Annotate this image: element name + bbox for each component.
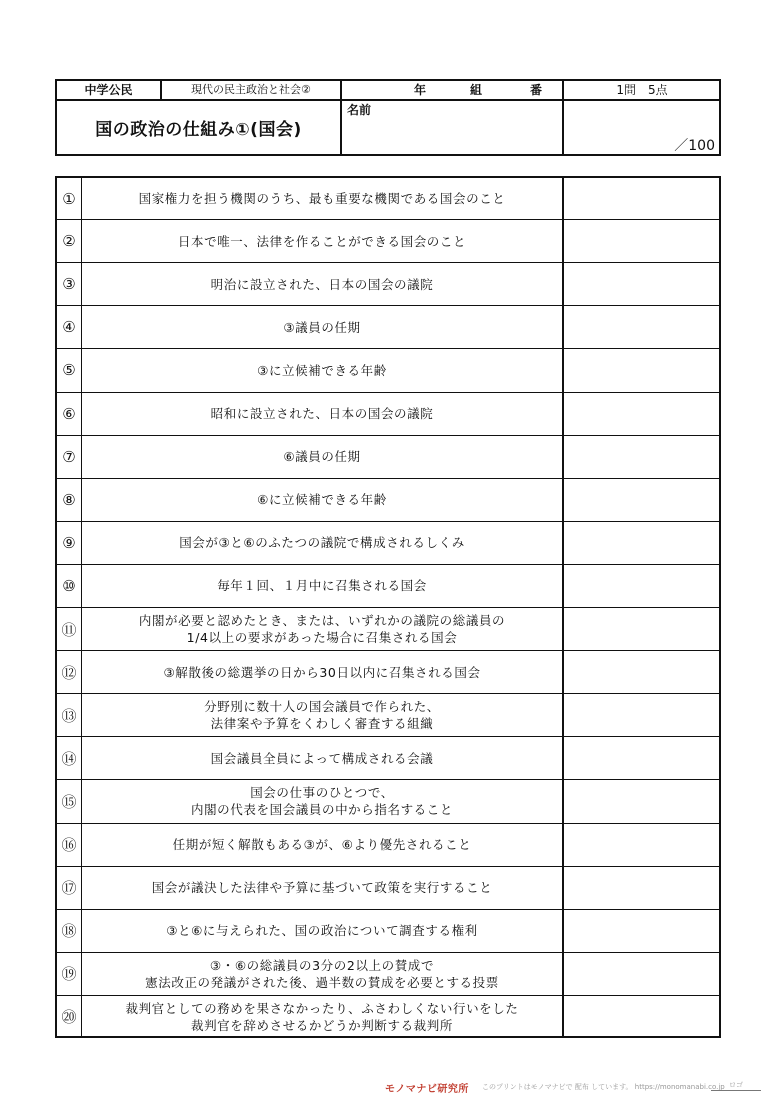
score-rule: 1問 5点: [616, 83, 668, 97]
question-number: ③: [62, 275, 76, 294]
question-text: 昭和に設立された、日本の国会の議院: [210, 406, 434, 422]
question-row: [57, 909, 719, 952]
question-text: 任期が短く解散もある③が、⑥より優先されること: [172, 837, 472, 853]
question-number: ⑰: [61, 879, 77, 898]
answer-box[interactable]: [564, 178, 719, 219]
publisher-logo: モノマナビ研究所: [385, 1084, 469, 1095]
footer-stamp: ロゴ: [711, 1080, 761, 1091]
answer-box[interactable]: [564, 263, 719, 305]
question-number: ⑱: [61, 922, 77, 941]
answer-box[interactable]: [564, 393, 719, 435]
subject-label: 中学公民: [84, 83, 133, 97]
question-text: 毎年１回、１月中に召集される国会: [217, 578, 427, 594]
class-number-field[interactable]: [344, 81, 562, 99]
answer-box[interactable]: [564, 953, 719, 995]
question-row: [57, 693, 719, 736]
question-row: [57, 607, 719, 650]
question-row: [57, 262, 719, 305]
footer-note: このプリントはモノマナビで 配布 しています。 https://monomanabi.co.jp: [482, 1083, 725, 1091]
question-text: 国会の仕事のひとつで、 内閣の代表を国会議員の中から指名すること: [190, 785, 453, 818]
question-text: 国会議員全員によって構成される会議: [210, 750, 434, 766]
question-row: [57, 952, 719, 995]
answer-box[interactable]: [564, 867, 719, 909]
header-divider: [562, 81, 564, 154]
question-row: [57, 305, 719, 348]
question-number: ⑮: [61, 792, 77, 811]
answer-box[interactable]: [564, 565, 719, 607]
question-text: 分野別に数十人の国会議員で作られた、 法律案や予算をくわしく審査する組織: [204, 699, 440, 732]
question-text: 明治に設立された、日本の国会の議院: [210, 276, 434, 292]
question-number: ⑪: [61, 620, 77, 639]
question-row: [57, 995, 719, 1038]
question-row: [57, 736, 719, 779]
question-row: [57, 823, 719, 866]
question-text: ③に立候補できる年齢: [257, 362, 387, 378]
question-table: [55, 176, 721, 1038]
question-text: 内閣が必要と認めたとき、または、いずれかの議院の総議員の 1/4以上の要求があった場合に召集される国会: [138, 613, 506, 646]
question-row: [57, 779, 719, 822]
question-text: ⑥議員の任期: [283, 449, 361, 465]
question-number: ⑩: [62, 576, 76, 595]
question-row: [57, 435, 719, 478]
answer-box[interactable]: [564, 694, 719, 736]
question-number: ⑭: [61, 749, 77, 768]
question-number: ⑧: [62, 490, 76, 509]
answer-box[interactable]: [564, 522, 719, 564]
question-row: [57, 348, 719, 391]
question-text: ③議員の任期: [283, 319, 361, 335]
question-number: ⑯: [61, 836, 77, 855]
answer-box[interactable]: [564, 608, 719, 650]
answer-box[interactable]: [564, 651, 719, 693]
answer-box[interactable]: [564, 306, 719, 348]
answer-box[interactable]: [564, 479, 719, 521]
question-row: [57, 521, 719, 564]
question-text: ③・⑥の総議員の3分の2以上の賛成で 憲法改正の発議がされた後、過半数の賛成を必要とする投票: [145, 957, 499, 990]
question-number: ⑲: [61, 965, 77, 984]
page-title: 国の政治の仕組み①(国会): [95, 120, 302, 140]
question-row: [57, 478, 719, 521]
question-row: [57, 564, 719, 607]
question-row: [57, 219, 719, 262]
question-row: [57, 866, 719, 909]
question-number: ⑫: [61, 663, 77, 682]
question-text: 日本で唯一、法律を作ることができる国会のこと: [177, 233, 467, 249]
year-label: 年: [414, 83, 427, 97]
question-number: ⑤: [62, 361, 76, 380]
answer-box[interactable]: [564, 824, 719, 866]
unit-label: 現代の民主政治と社会②: [191, 83, 311, 96]
question-number: ⑥: [62, 404, 76, 423]
answer-box[interactable]: [564, 349, 719, 391]
question-text: ⑥に立候補できる年齢: [257, 492, 387, 508]
answer-box[interactable]: [564, 780, 719, 822]
footer: [385, 1080, 775, 1096]
question-number: ⑬: [61, 706, 77, 725]
class-label: 組: [470, 83, 483, 97]
number-label: 番: [530, 83, 543, 97]
answer-box[interactable]: [564, 910, 719, 952]
name-label: 名前: [347, 103, 372, 117]
question-row: [57, 178, 719, 219]
question-text: ③と⑥に与えられた、国の政治について調査する権利: [166, 923, 478, 939]
question-row: [57, 650, 719, 693]
question-number: ⑳: [61, 1008, 77, 1027]
question-number: ⑦: [62, 447, 76, 466]
header-divider: [340, 81, 342, 154]
answer-box[interactable]: [564, 220, 719, 262]
question-number: ⑨: [62, 533, 76, 552]
question-text: 国会が議決した法律や予算に基づいて政策を実行すること: [151, 880, 493, 896]
answer-box[interactable]: [564, 436, 719, 478]
question-text: ③解散後の総選挙の日から30日以内に召集される国会: [163, 664, 481, 680]
answer-box[interactable]: [564, 737, 719, 779]
question-number: ②: [62, 232, 76, 251]
question-text: 国家権力を担う機関のうち、最も重要な機関である国会のこと: [138, 191, 506, 207]
question-number: ①: [62, 189, 76, 208]
question-text: 国会が③と⑥のふたつの議院で構成されるしくみ: [179, 535, 465, 551]
question-text: 裁判官としての務めを果さなかったり、ふさわしくない行いをした 裁判官を辞めさせるかどうか判断する裁判所: [125, 1000, 519, 1033]
question-row: [57, 392, 719, 435]
total-score: ／100: [674, 138, 715, 154]
question-number: ④: [62, 318, 76, 337]
answer-box[interactable]: [564, 996, 719, 1038]
worksheet-header: [55, 79, 721, 156]
